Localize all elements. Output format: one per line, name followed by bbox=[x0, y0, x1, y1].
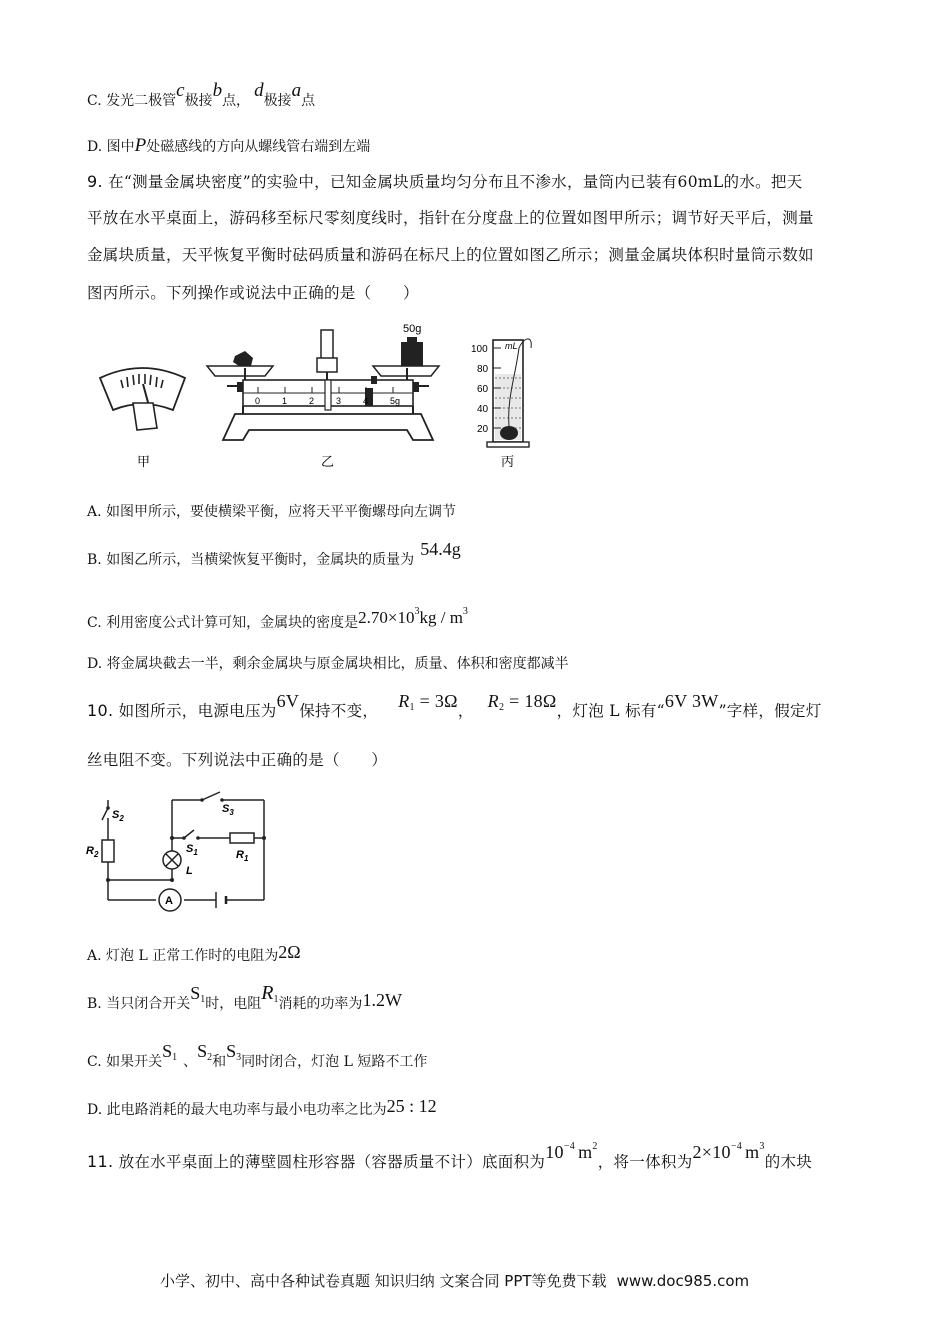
cylinder-tick-label: 60 bbox=[477, 384, 489, 395]
math-p: P bbox=[134, 135, 147, 156]
math-sub: 2 bbox=[498, 702, 505, 713]
math-var: R bbox=[398, 691, 410, 711]
text: B. 如图乙所示，当横梁恢复平衡时，金属块的质量为 bbox=[87, 552, 415, 568]
fig-label-yi: 乙 bbox=[321, 454, 335, 469]
math-val: = 18Ω bbox=[504, 691, 557, 711]
math-var: R bbox=[261, 982, 274, 1004]
math-part: m bbox=[745, 1142, 760, 1162]
fig-label-jia: 甲 bbox=[137, 454, 151, 469]
balance-figure bbox=[207, 330, 439, 440]
label: S bbox=[186, 843, 194, 855]
math-part: 10 bbox=[545, 1142, 564, 1162]
cylinder-tick-label: 40 bbox=[477, 404, 489, 415]
q10-option-c bbox=[87, 1041, 428, 1077]
text: C. 如果开关 bbox=[87, 1054, 163, 1070]
math-exp: 3 bbox=[759, 1141, 765, 1152]
cylinder-unit: mL bbox=[505, 341, 518, 351]
math-d: d bbox=[254, 80, 264, 101]
math-ratio: 25 : 12 bbox=[386, 1096, 437, 1116]
q10-circuit-figure bbox=[80, 788, 280, 918]
label-sub: 1 bbox=[193, 848, 198, 857]
math-exp: 3 bbox=[462, 606, 468, 617]
q9-option-a: A. 如图甲所示，要使横梁平衡，应将天平平衡螺母向左调节 bbox=[87, 504, 457, 520]
cylinder-ticks bbox=[471, 344, 489, 435]
text: 极接 bbox=[184, 93, 213, 109]
math-var: R bbox=[487, 691, 499, 711]
text: 同时闭合，灯泡 L 短路不工作 bbox=[241, 1054, 428, 1070]
fig-label-bing: 丙 bbox=[501, 454, 515, 469]
label-s2 bbox=[112, 809, 124, 823]
math-rating: 6V 3W bbox=[664, 691, 719, 711]
question-number: 10. bbox=[87, 701, 114, 720]
math-part: 2×10 bbox=[692, 1142, 731, 1162]
q9-stem-line-1 bbox=[87, 172, 802, 192]
math-c: c bbox=[176, 80, 185, 101]
label-sub: 2 bbox=[119, 814, 124, 823]
text: D. 此电路消耗的最大电功率与最小电功率之比为 bbox=[87, 1102, 387, 1118]
math-voltage: 6V bbox=[276, 691, 300, 711]
math-s3 bbox=[226, 1041, 241, 1061]
label-sub: 3 bbox=[229, 808, 234, 817]
math-exp: −4 bbox=[730, 1141, 743, 1152]
cylinder-tick-label: 80 bbox=[477, 364, 489, 375]
cylinder-figure bbox=[487, 339, 531, 447]
label: R bbox=[86, 845, 94, 857]
math-exp: 3 bbox=[414, 606, 420, 617]
label-sub: 1 bbox=[243, 854, 249, 863]
label-s3 bbox=[222, 803, 234, 817]
math-sub: 2 bbox=[207, 1052, 213, 1063]
scale-tick-label: 4 bbox=[363, 396, 369, 406]
scale-tick-label: 0 bbox=[255, 396, 261, 406]
label: S bbox=[112, 809, 120, 821]
math-var: S bbox=[197, 1041, 208, 1061]
text: C. 利用密度公式计算可知，金属块的密度是 bbox=[87, 615, 359, 631]
math-volume bbox=[693, 1142, 765, 1162]
label-r1 bbox=[236, 849, 249, 863]
q9-option-b bbox=[87, 539, 461, 570]
q10-stem-line-2: 丝电阻不变。下列说法中正确的是（ ） bbox=[87, 751, 388, 769]
text: 在“测量金属块密度”的实验中，已知金属块质量均匀分布且不渗水，量筒内已装有60mL的水。把天 bbox=[102, 173, 803, 191]
q8-option-c-text: C. 发光二极管 bbox=[87, 93, 177, 109]
math-part: kg / m bbox=[419, 608, 463, 627]
math-area bbox=[545, 1142, 597, 1162]
math-mass: 54.4g bbox=[420, 539, 461, 559]
text: 、 bbox=[183, 1054, 198, 1070]
math-sub: 1 bbox=[409, 702, 415, 713]
q11-stem-line-1 bbox=[87, 1141, 813, 1172]
label-r2 bbox=[86, 845, 99, 859]
q9-option-d: D. 将金属块截去一半，剩余金属块与原金属块相比，质量、体积和密度都减半 bbox=[87, 656, 569, 672]
text: 时，电阻 bbox=[205, 996, 262, 1012]
q10-stem-line-1 bbox=[87, 691, 822, 727]
math-a: a bbox=[291, 80, 302, 101]
label: R bbox=[236, 849, 244, 861]
scale-tick-label: 5g bbox=[390, 396, 401, 406]
math-s2 bbox=[197, 1041, 212, 1061]
page-footer bbox=[160, 1270, 749, 1291]
dial-figure bbox=[100, 368, 185, 430]
math-b: b bbox=[212, 80, 223, 101]
math-var: S bbox=[162, 1041, 173, 1061]
q10-option-d bbox=[87, 1098, 437, 1120]
math-s1 bbox=[162, 1041, 177, 1061]
question-number: 9. bbox=[87, 172, 103, 191]
text: 点 bbox=[301, 93, 316, 109]
label-sub: 2 bbox=[93, 850, 99, 859]
text: 放在水平桌面上的薄壁圆柱形容器（容器质量不计）底面积为 bbox=[113, 1153, 546, 1171]
footer-text: 小学、初中、高中各种试卷真题 知识归纳 文案合同 PPT等免费下载 bbox=[160, 1272, 607, 1290]
math-density bbox=[358, 608, 468, 627]
math-r1 bbox=[398, 691, 458, 711]
q9-stem-line-4: 图丙所示。下列操作或说法中正确的是（ ） bbox=[87, 284, 419, 302]
q8-option-c bbox=[87, 80, 316, 111]
math-sub: 1 bbox=[273, 994, 279, 1005]
text: 消耗的功率为 bbox=[278, 996, 363, 1012]
text: ，灯泡 L 标有“ bbox=[556, 702, 665, 720]
scale-tick-label: 2 bbox=[309, 396, 315, 406]
math-val: = 3Ω bbox=[414, 691, 458, 711]
text: 极接 bbox=[263, 93, 292, 109]
label: S bbox=[222, 803, 230, 815]
math-power: 1.2W bbox=[362, 990, 402, 1010]
ammeter-label: A bbox=[165, 895, 173, 907]
label-s1 bbox=[186, 843, 198, 857]
text: A. 灯泡 L 正常工作时的电阻为 bbox=[87, 948, 279, 964]
text: 和 bbox=[212, 1054, 227, 1070]
text: B. 当只闭合开关 bbox=[87, 996, 191, 1012]
q9-stem-line-3: 金属块质量，天平恢复平衡时砝码质量和游码在标尺上的位置如图乙所示；测量金属块体积时量筒示数如 bbox=[87, 246, 814, 264]
math-exp: 2 bbox=[592, 1141, 598, 1152]
math-r1 bbox=[261, 982, 278, 1004]
math-part: m bbox=[578, 1142, 593, 1162]
text: 处磁感线的方向从螺线管右端到左端 bbox=[146, 139, 371, 155]
q9-figure bbox=[95, 318, 555, 478]
q10-option-b bbox=[87, 982, 402, 1019]
math-sub: 1 bbox=[200, 994, 206, 1005]
scale-tick-label: 3 bbox=[336, 396, 342, 406]
math-sub: 3 bbox=[236, 1052, 242, 1063]
text: 如图所示，电源电压为 bbox=[113, 702, 277, 720]
q9-option-c bbox=[87, 606, 468, 633]
math-sub: 1 bbox=[172, 1052, 178, 1063]
text: D. 图中 bbox=[87, 139, 135, 155]
math-var: S bbox=[226, 1041, 237, 1061]
text: ， bbox=[457, 702, 474, 720]
text: 的木块 bbox=[764, 1153, 813, 1171]
cylinder-tick-label: 100 bbox=[471, 344, 488, 355]
math-resistance: 2Ω bbox=[278, 942, 301, 962]
footer-link[interactable]: www.doc985.com bbox=[616, 1272, 750, 1290]
scale-tick-label: 1 bbox=[282, 396, 288, 406]
text: ，将一体积为 bbox=[597, 1153, 693, 1171]
text: 保持不变， bbox=[299, 702, 379, 720]
q8-option-d bbox=[87, 136, 370, 157]
question-number: 11. bbox=[87, 1152, 114, 1171]
text: ”字样，假定灯 bbox=[718, 702, 822, 720]
label-lamp: L bbox=[186, 865, 193, 877]
q9-stem-line-2: 平放在水平桌面上，游码移至标尺零刻度线时，指针在分度盘上的位置如图甲所示；调节好天平后，测量 bbox=[87, 209, 814, 227]
q10-option-a bbox=[87, 944, 301, 966]
text: 点， bbox=[222, 93, 251, 109]
math-s1 bbox=[190, 983, 205, 1003]
math-exp: −4 bbox=[563, 1141, 576, 1152]
math-var: S bbox=[190, 983, 201, 1003]
math-r2 bbox=[488, 691, 557, 711]
cylinder-tick-label: 20 bbox=[477, 424, 489, 435]
math-part: 2.70×10 bbox=[358, 608, 415, 627]
weight-label: 50g bbox=[403, 323, 422, 335]
